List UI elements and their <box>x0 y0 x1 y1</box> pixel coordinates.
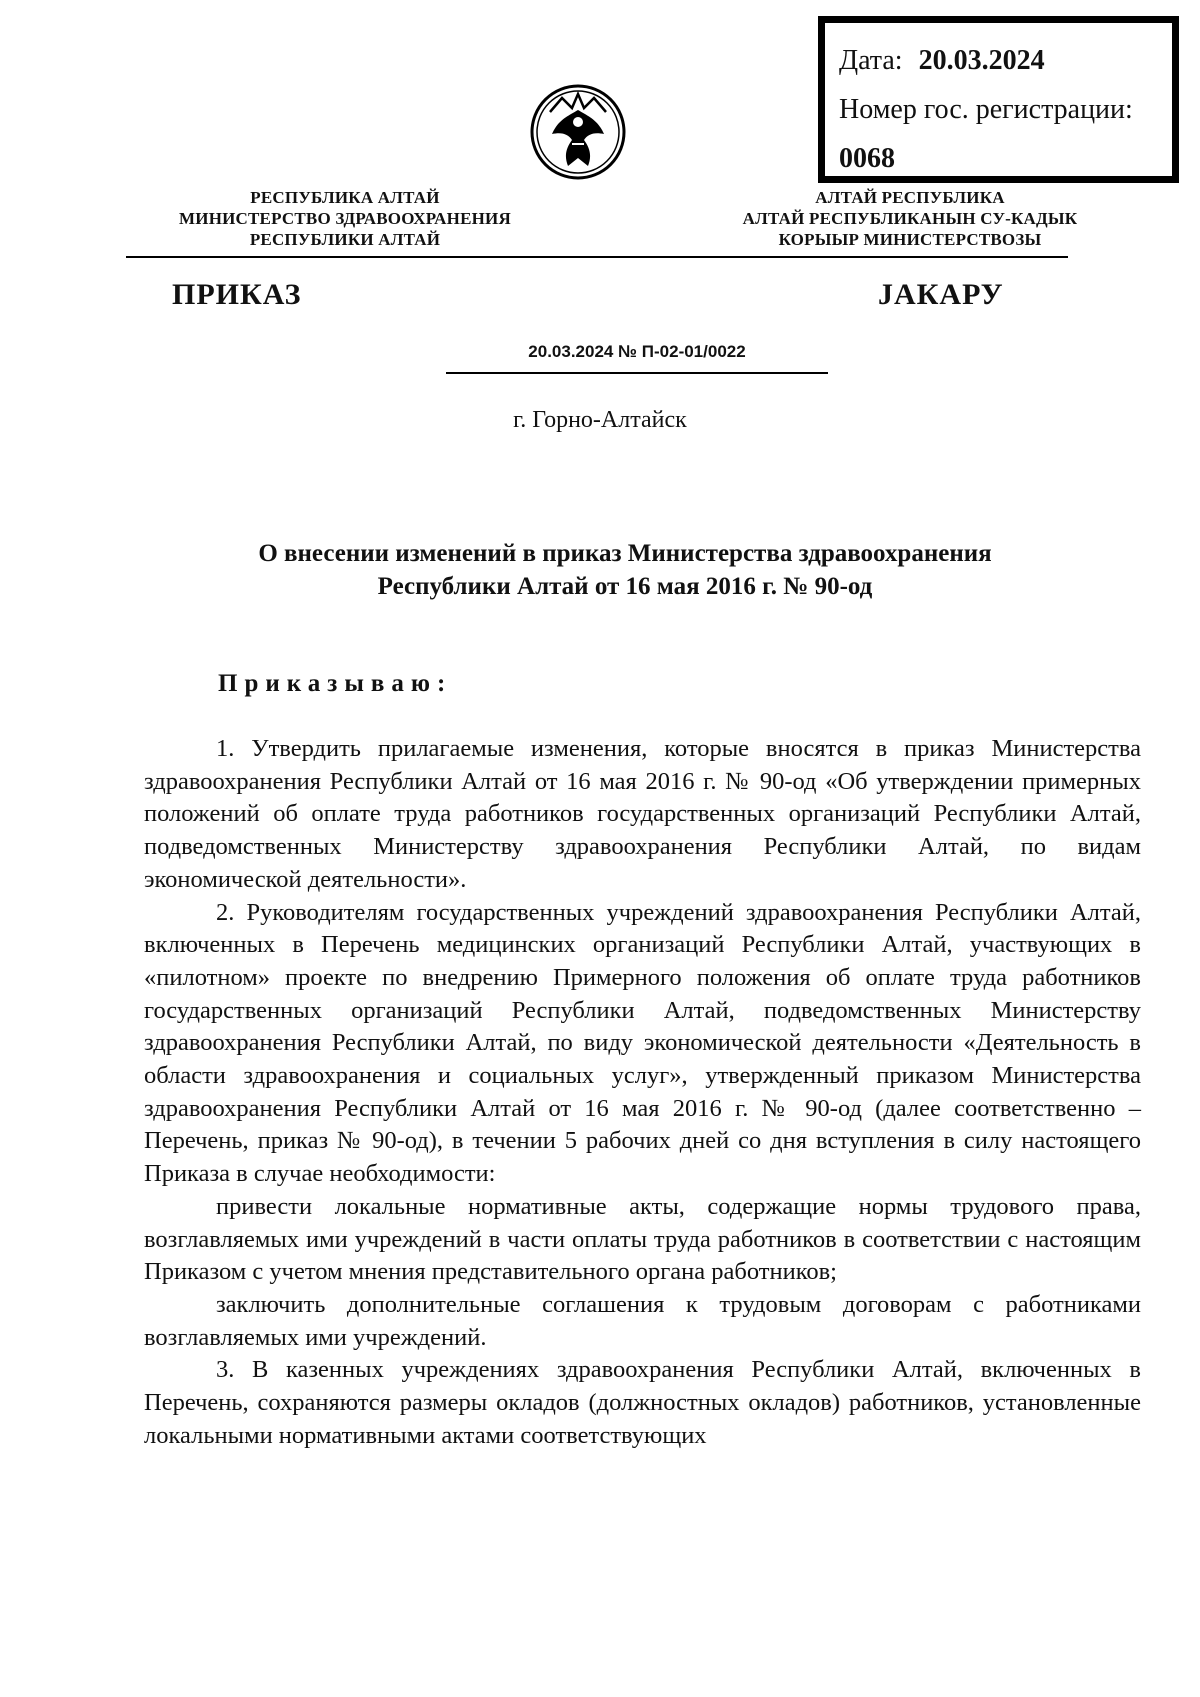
registration-stamp <box>818 16 1179 183</box>
header-right-line: АЛТАЙ РЕСПУБЛИКА <box>815 188 1005 207</box>
header-divider <box>126 256 1068 258</box>
body-paragraph: 1. Утвердить прилагаемые изменения, которые вносятся в приказ Министерства здравоохранения Республики Алтай от 16 мая 2016 г. № 90-од «Об утверждении примерных положений об оплате труда работников государственных организаций Республики Алтай, подведомственных Министерству здравоохранения Республики Алтай, по видам экономической деятельности». <box>144 735 1141 893</box>
header-right-line: АЛТАЙ РЕСПУБЛИКАНЫН СУ-КАДЫК <box>742 209 1078 228</box>
order-title-alt: JАКАРУ <box>878 278 1004 311</box>
header-right-line: КОРЫЫР МИНИСТЕРСТВОЗЫ <box>778 230 1042 249</box>
body-paragraph: 3. В казенных учреждениях здравоохранения Республики Алтай, включенных в Перечень, сохраняются размеры окладов (должностных окладов) работников, установленные локальными нормативными актами соответствующих <box>144 1356 1141 1449</box>
document-number-underline <box>446 372 828 374</box>
order-title-ru: ПРИКАЗ <box>172 278 302 311</box>
header-right <box>720 187 1100 250</box>
document-body <box>144 733 1141 1452</box>
body-paragraph: заключить дополнительные соглашения к трудовым договорам с работниками возглавляемых ими учреждений. <box>144 1290 1141 1351</box>
header-left <box>160 187 530 250</box>
header-left-line: РЕСПУБЛИКИ АЛТАЙ <box>249 230 441 249</box>
document-subject <box>160 537 1090 603</box>
order-heading: Приказываю: <box>218 670 453 697</box>
stamp-date-line <box>839 45 1045 77</box>
body-paragraph: 2. Руководителям государственных учреждений здравоохранения Республики Алтай, включенных в Перечень медицинских организаций Республики Алтай, участвующих в «пилотном» проекте по внедрению Примерного положения об оплате труда работников государственных организаций Республики Алтай, подведомственных Министерству здравоохранения Республики Алтай, по виду экономической деятельности «Деятельность в области здравоохранения и социальных услуг», утвержденный приказом Министерства здравоохранения Республики Алтай от 16 мая 2016 г. № 90-од (далее соответственно – Перечень, приказ № 90-од), в течении 5 рабочих дней со дня вступления в силу настоящего Приказа в случае необходимости: <box>144 898 1141 1188</box>
header-left-line: МИНИСТЕРСТВО ЗДРАВООХРАНЕНИЯ <box>179 209 511 228</box>
city: г. Горно-Алтайск <box>513 407 687 433</box>
coat-of-arms-icon <box>528 82 628 182</box>
stamp-date-label: Дата: <box>839 45 903 76</box>
stamp-reg-label: Номер гос. регистрации: <box>839 94 1133 125</box>
body-paragraph: привести локальные нормативные акты, содержащие нормы трудового права, возглавляемых ими учреждений в части оплаты труда работников в соответствии с настоящим Приказом с учетом мнения представительного органа работников; <box>144 1192 1141 1286</box>
header-left-line: РЕСПУБЛИКА АЛТАЙ <box>250 188 440 207</box>
subject-line: О внесении изменений в приказ Министерства здравоохранения <box>258 540 992 567</box>
stamp-date-value: 20.03.2024 <box>918 45 1045 76</box>
document-number: 20.03.2024 № П-02-01/0022 <box>528 342 746 361</box>
subject-line: Республики Алтай от 16 мая 2016 г. № 90-од <box>377 573 873 600</box>
stamp-reg-value: 0068 <box>839 143 895 174</box>
